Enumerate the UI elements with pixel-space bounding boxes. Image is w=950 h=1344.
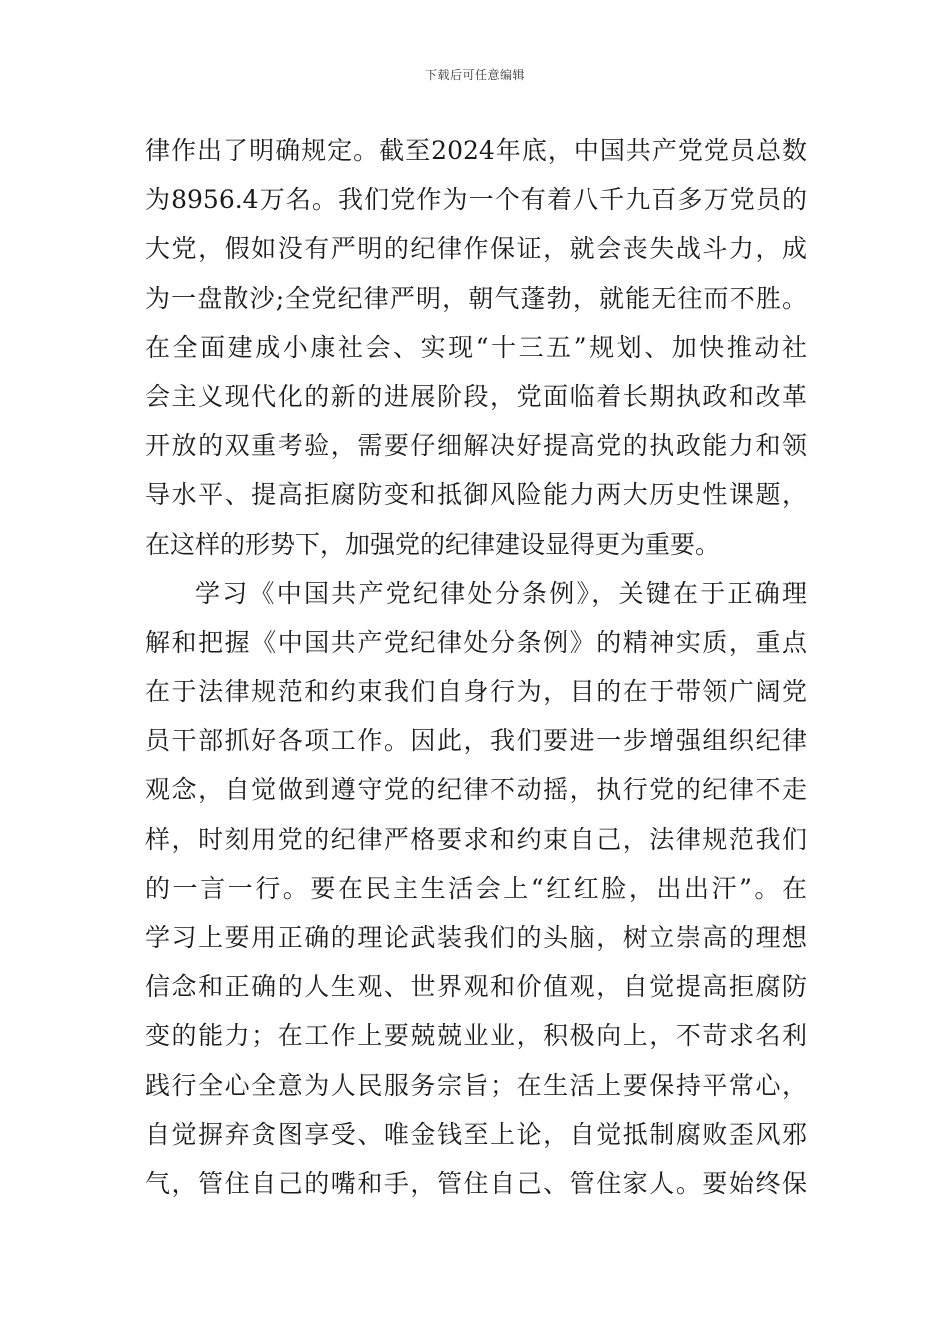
text-line: 大党，假如没有严明的纪律作保证，就会丧失战斗力，成 <box>145 234 807 264</box>
text-line: 在于法律规范和约束我们自身行为，目的在于带领广阔党 <box>145 677 807 707</box>
text-line: 样，时刻用党的纪律严格要求和约束自己，法律规范我们 <box>145 824 807 854</box>
text-line: 践行全心全意为人民服务宗旨；在生活上要保持平常心， <box>145 1070 807 1100</box>
text-line: 导水平、提高拒腐防变和抵御风险能力两大历史性课题， <box>145 480 807 510</box>
text-line: 观念，自觉做到遵守党的纪律不动摇，执行党的纪律不走 <box>145 775 807 805</box>
text-line: 气，管住自己的嘴和手，管住自己、管住家人。要始终保 <box>145 1168 807 1198</box>
text-line: 信念和正确的人生观、世界观和价值观，自觉提高拒腐防 <box>145 972 807 1002</box>
text-line: 学习上要用正确的理论武装我们的头脑，树立崇高的理想 <box>145 923 807 952</box>
text-line: 的一言一行。要在民主生活会上“红红脸，出出汗”。在 <box>145 873 807 903</box>
text-line: 为一盘散沙;全党纪律严明，朝气蓬勃，就能无往而不胜。 <box>145 283 807 313</box>
text-line: 会主义现代化的新的进展阶段，党面临着长期执政和改革 <box>145 381 807 411</box>
body-text <box>145 126 807 1208</box>
page-header: 下载后可任意编辑 <box>424 68 525 82</box>
text-line: 员干部抓好各项工作。因此，我们要进一步增强组织纪律 <box>145 726 807 756</box>
text-line: 开放的双重考验，需要仔细解决好提高党的执政能力和领 <box>145 431 807 461</box>
text-line: 在这样的形势下，加强党的纪律建设显得更为重要。 <box>145 529 721 559</box>
text-line: 自觉摒弃贪图享受、唯金钱至上论，自觉抵制腐败歪风邪 <box>145 1119 807 1149</box>
text-line: 在全面建成小康社会、实现“十三五”规划、加快推动社 <box>145 332 807 362</box>
text-line: 变的能力；在工作上要兢兢业业，积极向上，不苛求名利 <box>145 1021 807 1051</box>
text-line: 解和把握《中国共产党纪律处分条例》的精神实质，重点 <box>145 627 807 657</box>
text-line: 为8956.4万名。我们党作为一个有着八千九百多万党员的 <box>145 185 807 215</box>
text-line: 学习《中国共产党纪律处分条例》，关键在于正确理 <box>195 578 807 608</box>
text-line: 律作出了明确规定。截至2024年底，中国共产党党员总数 <box>145 136 807 165</box>
